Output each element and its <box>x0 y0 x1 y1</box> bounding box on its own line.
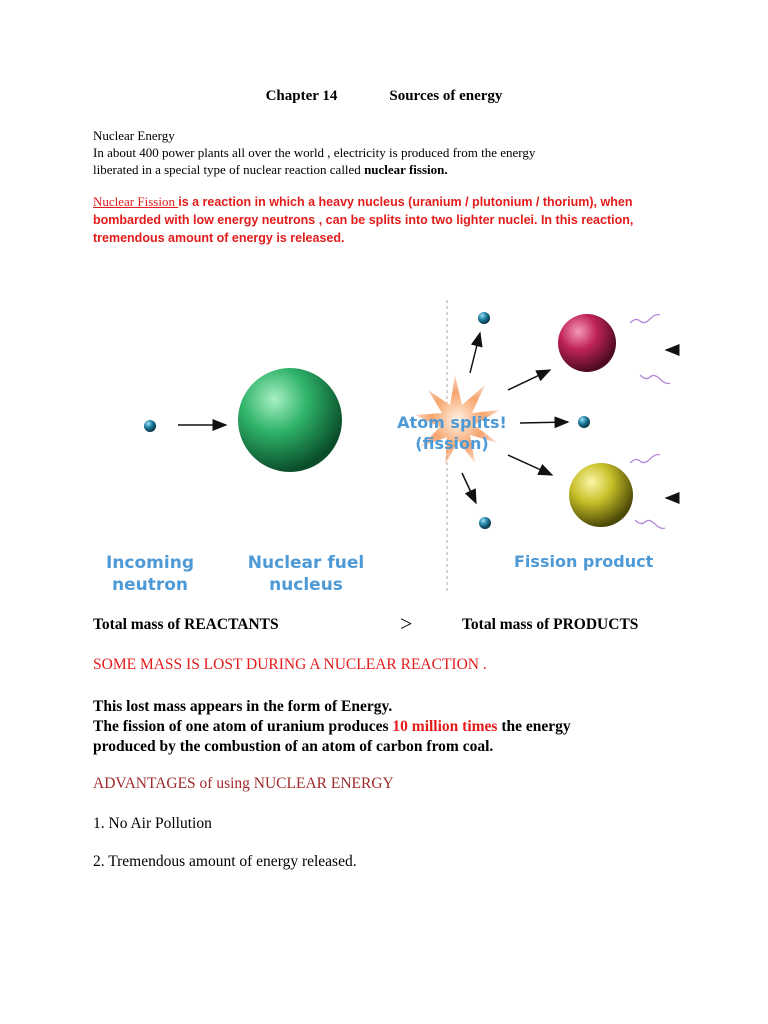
intro-section <box>93 127 693 178</box>
intro-line-2-bold: nuclear fission. <box>364 162 448 177</box>
advantages-heading: ADVANTAGES of using NUCLEAR ENERGY <box>93 775 394 792</box>
incoming-neutron <box>144 420 156 432</box>
page-title <box>0 88 768 105</box>
arrow-to-product-1 <box>508 370 550 390</box>
advantage-item: 2. Tremendous amount of energy released. <box>93 853 357 870</box>
intro-line-2-text: liberated in a special type of nuclear reaction called <box>93 162 365 177</box>
intro-heading: Nuclear Energy <box>93 128 175 143</box>
energy-line-3: produced by the combustion of an atom of carbon from coal. <box>93 738 494 755</box>
greater-than-symbol: > <box>400 611 413 636</box>
radiation-wave-1 <box>630 315 660 324</box>
mass-lost-statement: SOME MASS IS LOST DURING A NUCLEAR REACTION . <box>93 656 487 673</box>
neutron-label-2: neutron <box>111 575 189 595</box>
released-neutron-middle <box>578 416 590 428</box>
advantage-item: 1. No Air Pollution <box>93 815 212 832</box>
energy-line-2 <box>93 717 703 737</box>
arrow-middle <box>520 422 568 423</box>
radiation-wave-4 <box>635 520 665 529</box>
chapter-number: Chapter 14 <box>265 88 338 104</box>
arrow-top <box>470 333 480 373</box>
fission-product-1 <box>558 314 616 372</box>
energy-line-2-b: the energy <box>497 718 571 735</box>
split-label-2: (fission) <box>415 434 489 453</box>
nucleus-label-1: Nuclear fuel <box>247 553 365 573</box>
fission-term: Nuclear Fission <box>93 194 179 209</box>
fission-text: is a reaction in which a heavy nucleus (uranium / plutonium / thorium), when bombarded with low energy neutrons , can be splits into two lighter nuclei. In this reaction, tremendous amount of energy is released. <box>93 195 634 245</box>
products-label: Fission product <box>514 552 654 571</box>
fission-diagram <box>90 295 690 595</box>
fission-product-2 <box>569 463 633 527</box>
fuel-nucleus <box>238 368 342 472</box>
energy-paragraph <box>93 697 703 757</box>
intro-line-2 <box>93 161 693 178</box>
neutron-label-1: Incoming <box>106 553 194 573</box>
split-label-1: Atom splits! <box>397 413 507 432</box>
radiation-wave-2 <box>640 375 670 384</box>
chapter-title: Sources of energy <box>389 88 503 104</box>
arrow-to-product-2 <box>508 455 552 475</box>
reactants-mass: Total mass of REACTANTS <box>93 616 279 633</box>
released-neutron-bottom <box>479 517 491 529</box>
nucleus-label-2: nucleus <box>269 575 343 595</box>
intro-line-1: In about 400 power plants all over the world , electricity is produced from the energy <box>93 145 536 160</box>
fission-diagram-svg <box>90 295 690 595</box>
released-neutron-top <box>478 312 490 324</box>
radiation-wave-3 <box>630 455 660 464</box>
arrow-bottom <box>462 473 476 503</box>
energy-highlight: 10 million times <box>392 718 498 735</box>
energy-line-2-a: The fission of one atom of uranium produces <box>93 718 393 735</box>
products-mass: Total mass of PRODUCTS <box>462 616 639 633</box>
energy-line-1: This lost mass appears in the form of Energy. <box>93 698 393 715</box>
fission-definition <box>93 193 693 247</box>
